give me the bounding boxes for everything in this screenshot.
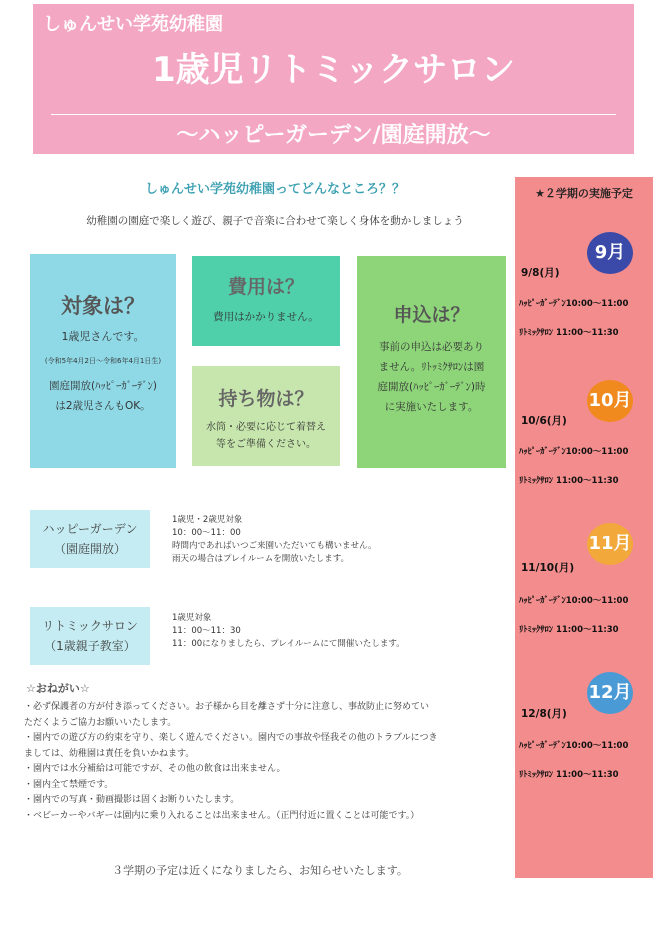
apply-text-line: に実施いたします。 (384, 401, 479, 413)
rhythmic-salon-label (30, 607, 150, 665)
apply-text-line: 庭開放(ﾊｯﾋﾟｰｶﾞｰﾃﾞﾝ)時 (377, 381, 486, 393)
happy-garden-detail-line: 時間内であればいつご来園いただいても構いません。 (172, 541, 377, 551)
happy-garden-detail-line: 1歳児・2歳児対象 (172, 515, 243, 525)
items-text-line: 等をご準備ください。 (216, 439, 316, 450)
apply-title: 申込は？ (393, 304, 470, 326)
target-box (30, 254, 176, 468)
intro-question: しゅんせい学苑幼稚園ってどんなところ？？ (144, 182, 405, 197)
rhythmic-salon-detail-line: 11：00になりましたら、プレイルームにて開催いたします。 (172, 639, 405, 649)
schedule-happy-garden-time: ﾊｯﾋﾟｰｶﾞｰﾃﾞﾝ10:00〜11:00 (519, 447, 629, 457)
rhythmic-salon-detail-line: 1歳児対象 (172, 613, 212, 623)
rhythmic-salon-details (172, 612, 405, 651)
items-text (192, 419, 340, 453)
note-line: ・園内での写真・動画撮影は固くお断りいたします。 (24, 795, 240, 805)
happy-garden-details (172, 514, 377, 566)
note-line: ・園内全て禁煙です。 (24, 779, 114, 790)
target-birth-range: (令和5年4月2日〜令和6年4月1日生) (44, 357, 162, 365)
december-snowman-icon: 12月 (587, 672, 633, 714)
cost-box (192, 256, 340, 346)
schedule-happy-garden-time: ﾊｯﾋﾟｰｶﾞｰﾃﾞﾝ10:00〜11:00 (519, 741, 629, 751)
schedule-date: 12/8(月) (521, 708, 567, 720)
header-divider (51, 114, 616, 115)
schedule-sidebar (515, 177, 653, 878)
apply-text (357, 337, 506, 417)
rhythmic-salon-name: リトミックサロン (42, 619, 138, 633)
intro-description: 幼稚園の園庭で楽しく遊び、親子で音楽に合わせて楽しく身体を動かしましょう (86, 215, 464, 227)
happy-garden-subname: （園庭開放） (53, 542, 126, 556)
happy-garden-detail-line: 雨天の場合はプレイルームを開放いたします。 (172, 554, 350, 564)
third-term-notice: ３学期の予定は近くになりましたら、お知らせいたします。 (112, 864, 408, 877)
items-title: 持ち物は？ (218, 388, 314, 410)
happy-garden-name: ハッピーガーデン (42, 522, 138, 536)
schedule-rhythmic-time: ﾘﾄﾐｯｸｻﾛﾝ 11:00〜11:30 (519, 328, 619, 338)
schedule-happy-garden-time: ﾊｯﾋﾟｰｶﾞｰﾃﾞﾝ10:00〜11:00 (519, 596, 629, 606)
rhythmic-salon-detail-line: 11：00〜11：30 (172, 626, 241, 636)
cost-title: 費用は？ (227, 276, 304, 298)
note-line: ただくようご協力お願いいたします。 (24, 717, 177, 728)
target-note (30, 376, 176, 416)
schedule-rhythmic-time: ﾘﾄﾐｯｸｻﾛﾝ 11:00〜11:30 (519, 476, 619, 486)
september-moon-icon: 9月 (587, 232, 633, 274)
target-note-line: は2歳児さんもOK。 (55, 400, 151, 412)
target-title: 対象は？ (61, 294, 145, 318)
october-pumpkin-icon: 10月 (587, 380, 633, 422)
happy-garden-detail-line: 10：00〜11：00 (172, 528, 241, 538)
apply-box (357, 256, 506, 468)
schedule-date: 9/8(月) (521, 267, 560, 279)
schedule-title: ★２学期の実施予定 (535, 187, 633, 200)
items-box (192, 366, 340, 466)
schedule-happy-garden-time: ﾊｯﾋﾟｰｶﾞｰﾃﾞﾝ10:00〜11:00 (519, 299, 629, 309)
schedule-rhythmic-time: ﾘﾄﾐｯｸｻﾛﾝ 11:00〜11:30 (519, 770, 619, 780)
apply-text-line: ません。ﾘﾄｯﾐｸｻﾛﾝは園 (378, 361, 485, 373)
school-name: しゅんせい学苑幼稚園 (43, 14, 223, 35)
note-line: ・必ず保護者の方が付き添ってください。お子様から目を離さず十分に注意し、事故防止に努めてい (24, 702, 430, 712)
apply-text-line: 事前の申込は必要あり (379, 341, 484, 353)
november-acorn-icon: 11月 (587, 523, 633, 565)
note-line: ましては、幼稚園は責任を負いかねます。 (24, 748, 195, 759)
rhythmic-salon-subname: （1歳親子教室） (44, 639, 136, 653)
header-banner (33, 4, 634, 154)
items-text-line: 水筒・必要に応じて着替え (206, 422, 326, 433)
notes-title: ☆おねがい☆ (26, 682, 90, 695)
cost-text: 費用はかかりません。 (213, 311, 319, 323)
note-line: ・ベビーカーやバギーは園内に乗り入れることは出来ません。（正門付近に置くことは可能です。） (24, 810, 420, 821)
schedule-date: 11/10(月) (521, 562, 575, 574)
page-title: 1歳児リトミックサロン (152, 50, 515, 90)
note-line: ・園内での遊び方の約束を守り、楽しく遊んでください。園内での事故や怪我その他のトラブルにつき (24, 733, 438, 743)
happy-garden-label (30, 510, 150, 568)
note-line: ・園内では水分補給は可能ですが、その他の飲食は出来ません。 (24, 764, 286, 774)
schedule-date: 10/6(月) (521, 415, 567, 427)
page-subtitle: 〜ハッピーガーデン/園庭開放〜 (176, 123, 491, 148)
target-note-line: 園庭開放(ﾊｯﾋﾟｰｶﾞｰﾃﾞﾝ) (49, 380, 157, 392)
notes-list (24, 700, 504, 824)
target-text: 1歳児さんです。 (61, 330, 145, 343)
schedule-rhythmic-time: ﾘﾄﾐｯｸｻﾛﾝ 11:00〜11:30 (519, 625, 619, 635)
